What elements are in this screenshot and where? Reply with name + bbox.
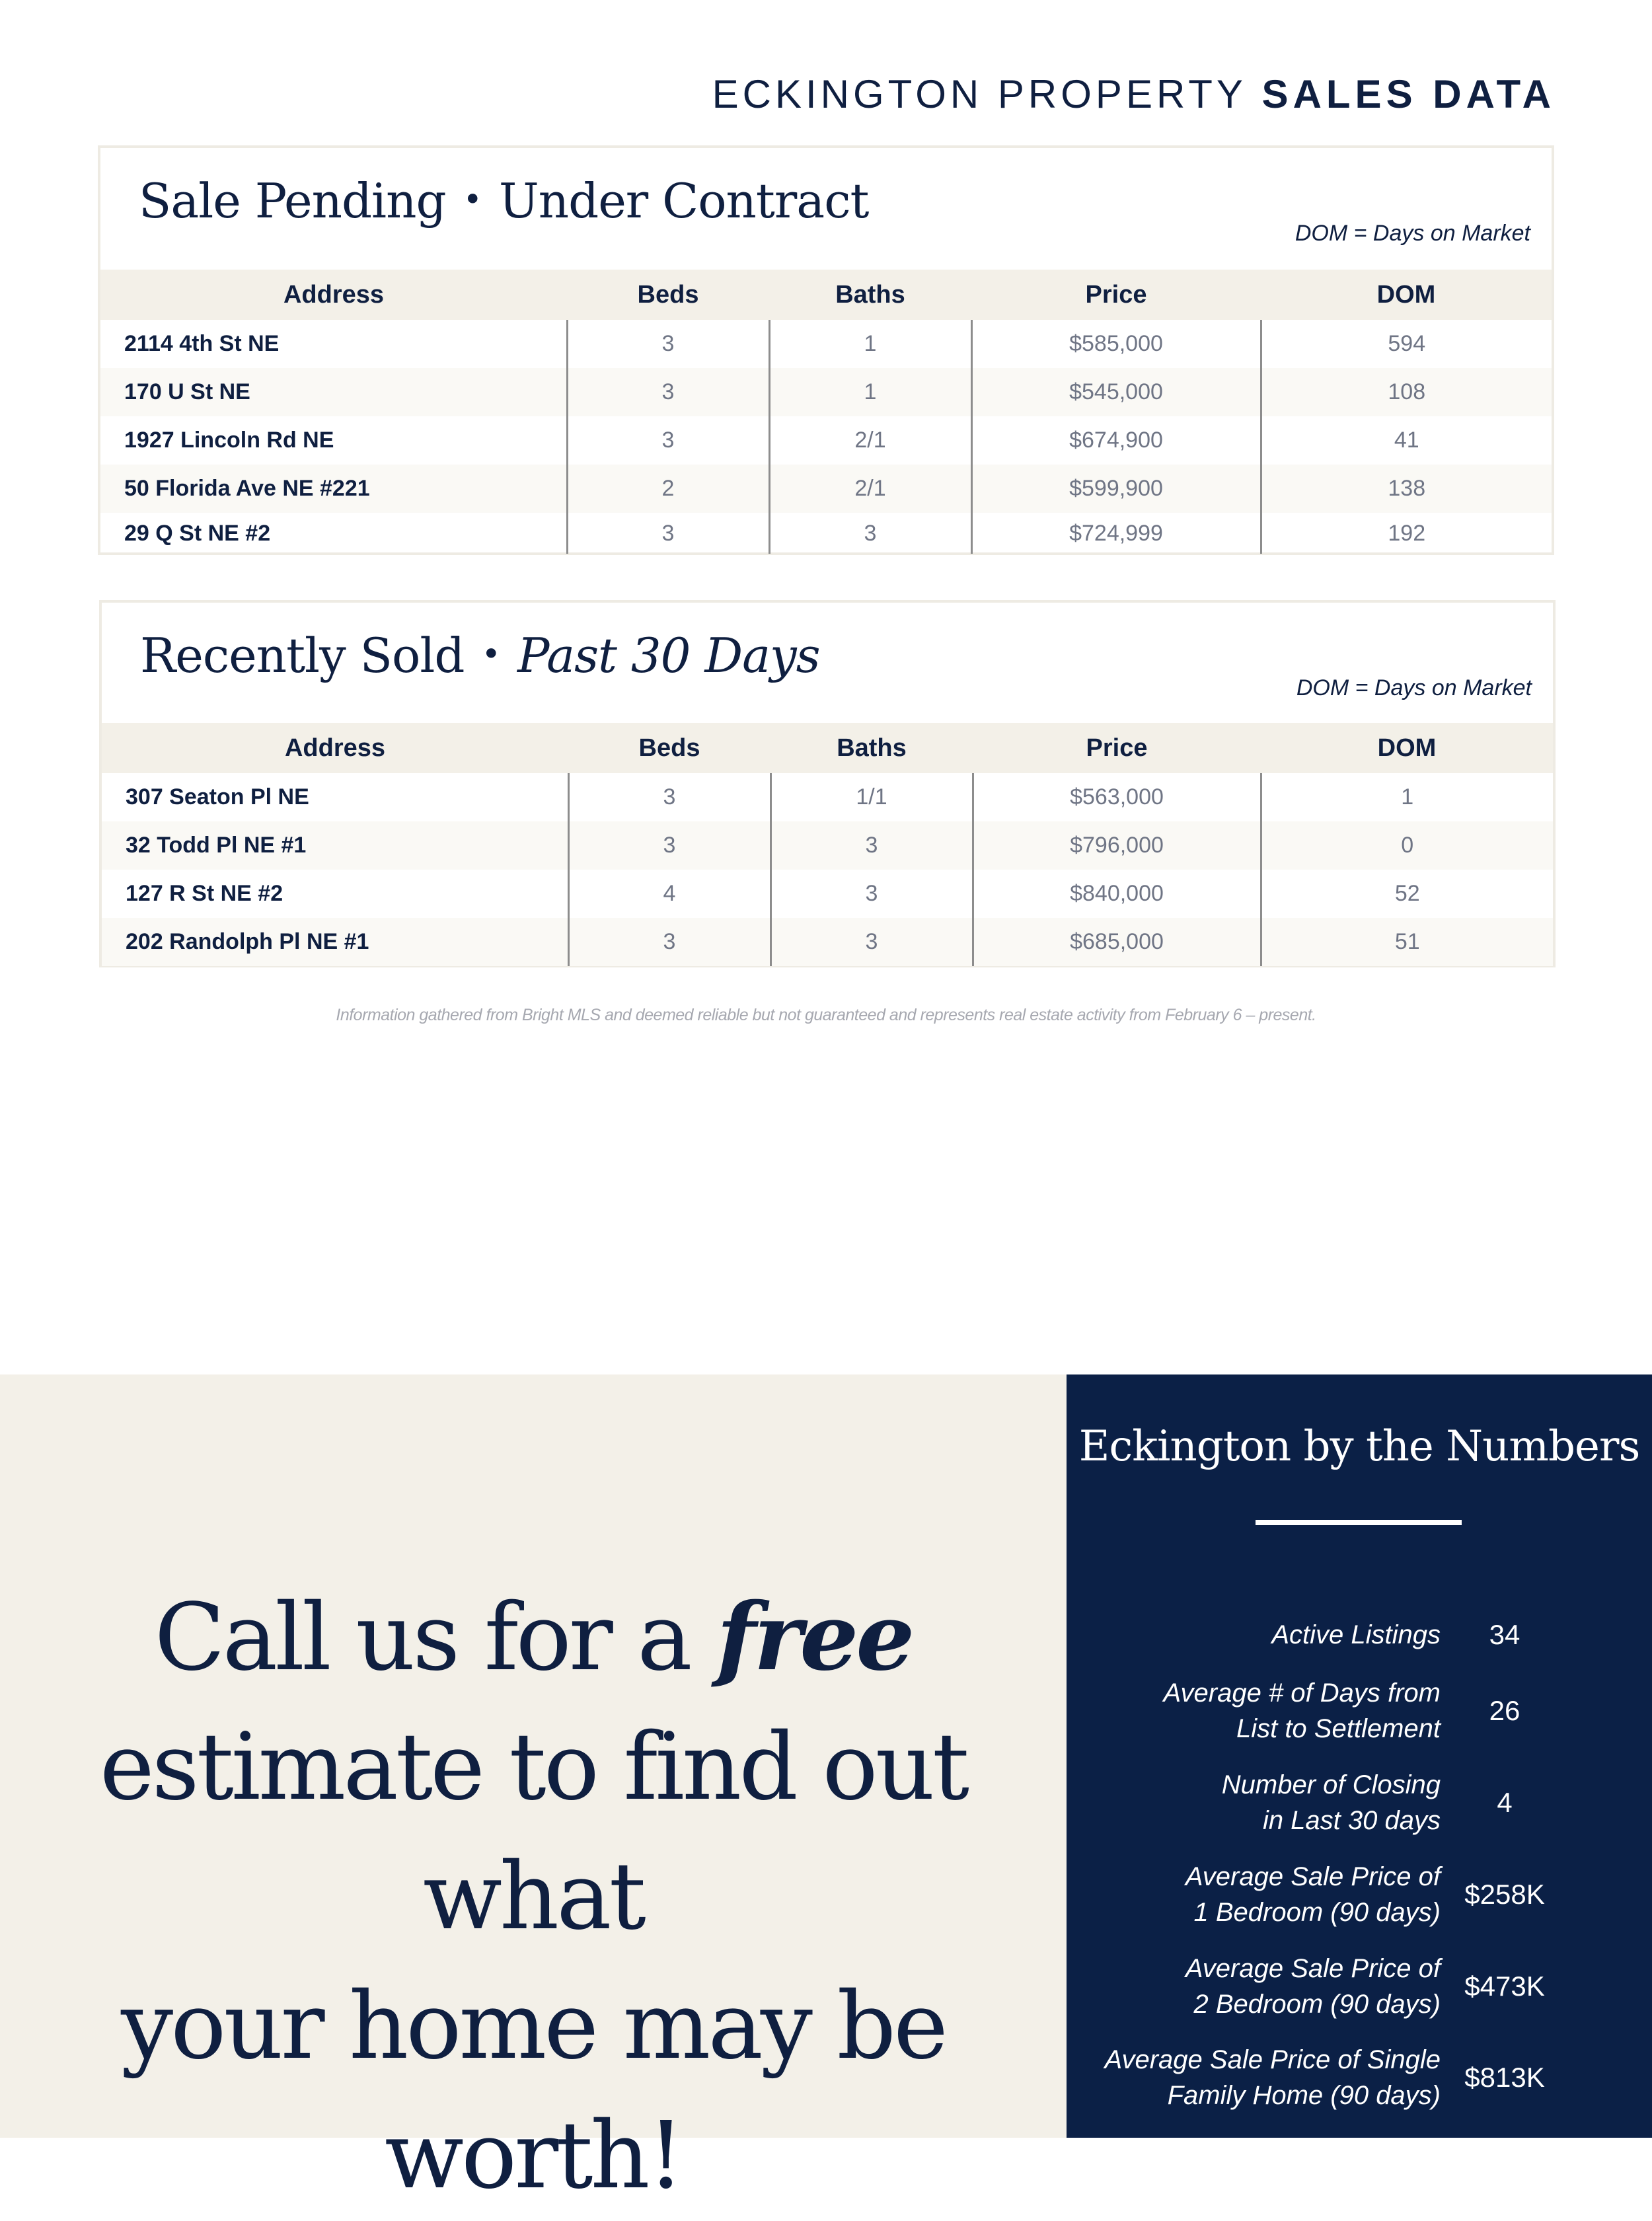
table-row	[100, 416, 1552, 465]
dom-legend-note: DOM = Days on Market	[1296, 675, 1532, 700]
stat-label: Active Listings	[1271, 1620, 1441, 1649]
baths-cell: 1/1	[770, 773, 973, 821]
stat-label: Average Sale Price of 1 Bedroom (90 days)	[1185, 1862, 1441, 1927]
sale-pending-title-sub: Under Contract	[499, 173, 869, 229]
price-cell: $674,900	[971, 416, 1261, 465]
cta-line-2: estimate to find out what	[99, 1713, 967, 1951]
stat-value: $813K	[1464, 2062, 1545, 2093]
table-row	[100, 513, 1552, 554]
table-row	[100, 320, 1552, 368]
sale-pending-title	[139, 173, 868, 229]
column-header-dom: DOM	[1261, 723, 1553, 773]
table-row	[102, 821, 1553, 870]
beds-cell: 3	[567, 320, 769, 368]
baths-cell: 3	[769, 513, 971, 554]
table-row	[100, 368, 1552, 416]
beds-cell: 3	[568, 773, 770, 821]
column-header-baths: Baths	[769, 270, 971, 320]
cta-section	[0, 1374, 1067, 2210]
sale-pending-table	[100, 270, 1552, 554]
baths-cell: 1	[769, 368, 971, 416]
stat-value: $473K	[1464, 1971, 1545, 2002]
title-separator-dot: •	[481, 635, 500, 673]
address-cell: 307 Seaton Pl NE	[126, 784, 309, 809]
dom-cell: 192	[1261, 513, 1552, 554]
dom-legend-note: DOM = Days on Market	[1295, 221, 1530, 246]
sale-pending-panel	[98, 145, 1554, 555]
price-cell: $724,999	[971, 513, 1261, 554]
price-cell: $685,000	[973, 918, 1261, 966]
stat-value: $258K	[1464, 1879, 1545, 1910]
beds-cell: 3	[568, 821, 770, 870]
address-cell: 127 R St NE #2	[126, 881, 283, 906]
baths-cell: 3	[770, 918, 973, 966]
sale-pending-title-main: Sale Pending	[139, 173, 446, 229]
table-row	[102, 918, 1553, 966]
baths-cell: 2/1	[769, 416, 971, 465]
dom-cell: 41	[1261, 416, 1552, 465]
title-separator-dot: •	[463, 180, 482, 219]
cta-emphasis-free: free	[716, 1583, 913, 1692]
stat-closings-30-days	[1067, 1763, 1652, 1842]
price-cell: $563,000	[973, 773, 1261, 821]
column-header-dom: DOM	[1261, 270, 1552, 320]
stat-value: 26	[1489, 1695, 1521, 1726]
dom-cell: 52	[1261, 870, 1553, 918]
dom-cell: 1	[1261, 773, 1553, 821]
stat-label: Number of Closing in Last 30 days	[1221, 1770, 1441, 1835]
page-header	[712, 71, 1556, 117]
stat-active-listings	[1067, 1595, 1652, 1675]
beds-cell: 3	[567, 513, 769, 554]
numbers-title: Eckington by the Numbers	[1078, 1422, 1640, 1471]
disclaimer-text: Information gathered from Bright MLS and deemed reliable but not guaranteed and represents real estate activity from February 6 – present.	[336, 1006, 1316, 1024]
dom-cell: 594	[1261, 320, 1552, 368]
stat-days-list-to-settlement	[1067, 1671, 1652, 1750]
column-header-address: Address	[102, 723, 568, 773]
column-header-beds: Beds	[568, 723, 770, 773]
cta-line-1-text: Call us for a	[154, 1584, 717, 1692]
cta-line-1	[0, 1573, 1067, 1703]
price-cell: $599,900	[971, 465, 1261, 513]
stat-label: Average Sale Price of 2 Bedroom (90 days)	[1185, 1954, 1441, 2019]
table-row	[102, 870, 1553, 918]
column-header-beds: Beds	[567, 270, 769, 320]
stat-label: Average Sale Price of Single Family Home (90 days)	[1104, 2045, 1441, 2110]
price-cell: $585,000	[971, 320, 1261, 368]
address-cell: 2114 4th St NE	[124, 331, 280, 356]
beds-cell: 3	[568, 918, 770, 966]
beds-cell: 2	[567, 465, 769, 513]
stat-avg-price-2-bedroom	[1067, 1947, 1652, 2026]
stat-value: 34	[1489, 1619, 1521, 1650]
baths-cell: 3	[770, 870, 973, 918]
title-divider	[1256, 1520, 1462, 1525]
table-row	[100, 465, 1552, 513]
table-row	[102, 773, 1553, 821]
stat-avg-price-single-family	[1067, 2038, 1652, 2117]
address-cell: 170 U St NE	[100, 368, 567, 416]
stat-avg-price-1-bedroom	[1067, 1855, 1652, 1934]
column-header-price: Price	[971, 270, 1261, 320]
baths-cell: 3	[770, 821, 973, 870]
header-bold-text: SALES DATA	[1261, 72, 1556, 116]
stat-label: Average # of Days from List to Settlement	[1163, 1678, 1441, 1743]
beds-cell: 4	[568, 870, 770, 918]
dom-cell: 51	[1261, 918, 1553, 966]
price-cell: $545,000	[971, 368, 1261, 416]
price-cell: $796,000	[973, 821, 1261, 870]
baths-cell: 2/1	[769, 465, 971, 513]
header-light-text: ECKINGTON PROPERTY	[712, 72, 1247, 116]
address-cell: 50 Florida Ave NE #221	[100, 465, 567, 513]
stat-value: 4	[1497, 1787, 1513, 1818]
numbers-panel	[1067, 1374, 1652, 2138]
column-header-address: Address	[100, 270, 567, 320]
column-header-baths: Baths	[770, 723, 973, 773]
dom-cell: 108	[1261, 368, 1552, 416]
cta-headline	[0, 1573, 1067, 2221]
cta-line-3: your home may be worth!	[121, 1973, 946, 2210]
address-cell: 202 Randolph Pl NE #1	[102, 918, 568, 966]
column-header-price: Price	[973, 723, 1261, 773]
table-header-row	[102, 723, 1553, 773]
recently-sold-title	[140, 628, 820, 683]
table-header-row	[100, 270, 1552, 320]
dom-cell: 138	[1261, 465, 1552, 513]
recently-sold-title-main: Recently Sold	[140, 628, 465, 683]
address-cell: 32 Todd Pl NE #1	[102, 821, 568, 870]
dom-cell: 0	[1261, 821, 1553, 870]
beds-cell: 3	[567, 368, 769, 416]
address-cell: 1927 Lincoln Rd NE	[124, 428, 334, 453]
recently-sold-table	[102, 723, 1553, 966]
recently-sold-title-sub: Past 30 Days	[517, 628, 820, 683]
address-cell: 29 Q St NE #2	[124, 520, 271, 546]
baths-cell: 1	[769, 320, 971, 368]
recently-sold-panel	[99, 600, 1556, 967]
beds-cell: 3	[567, 416, 769, 465]
price-cell: $840,000	[973, 870, 1261, 918]
